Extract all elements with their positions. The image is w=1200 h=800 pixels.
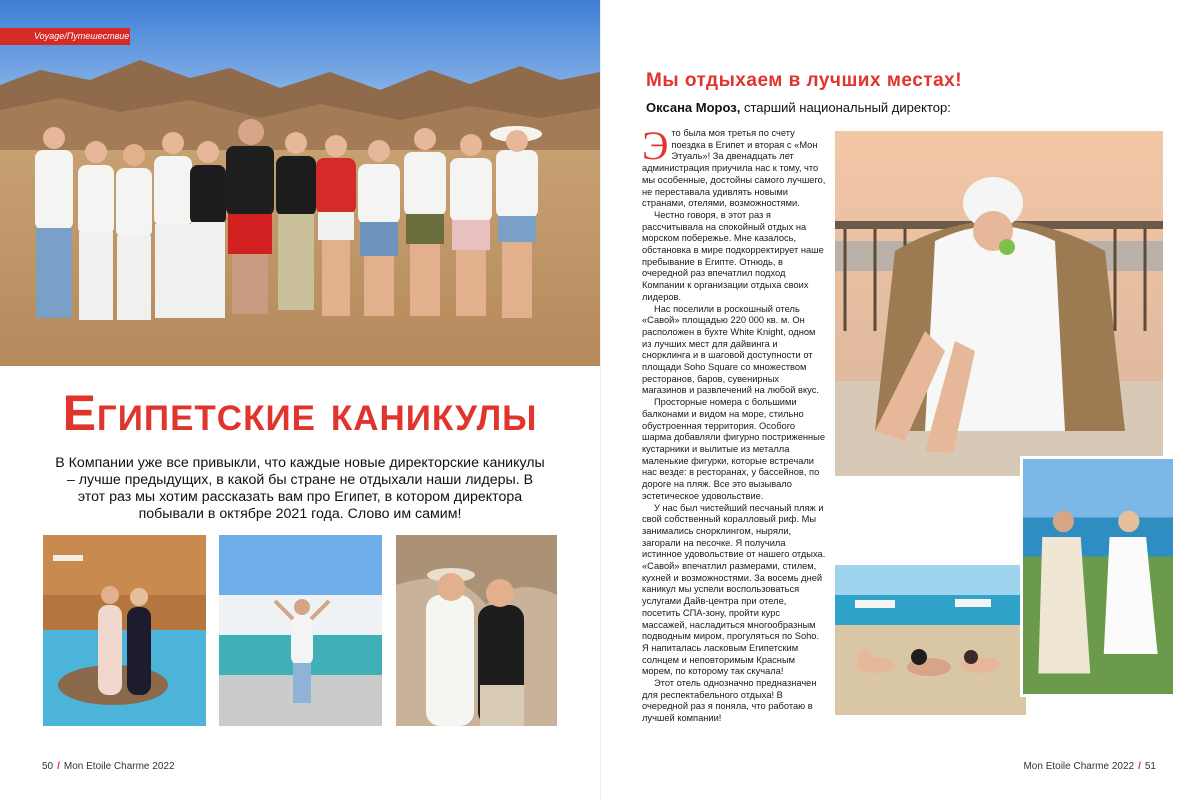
article-body	[642, 123, 826, 725]
article-paragraph	[642, 123, 826, 210]
drop-cap: Э	[642, 123, 669, 168]
section-tag: Voyage/Путешествие	[0, 28, 130, 45]
page-number: 50	[42, 761, 54, 772]
magazine-name: Mon Etoile Charme 2022	[63, 761, 175, 772]
byline-role: старший национальный директор:	[740, 100, 951, 115]
article-paragraph: У нас был чистейший песчаный пляж и свой собственный коралловый риф. Мы занимались снорклингом, ныряли, загорали на песочке. Я получила истинное удовольствие от нашего отдыха. «Савой» впечатлил размерами, стилем, кухней и возможностями. За восемь дней каникул мы успели воспользоваться услугами Дайв-центра при отеле, посетить СПА-зону, пройти курс массажей, насладиться многообразным подводным миром, прогуляться по Soho. Я напиталась ласковым Египетским солнцем и неповторимым Красным морем, по которому так скучала!	[642, 502, 826, 677]
article-paragraph: Честно говоря, в этот раз я рассчитывала на спокойный отдых на морском побережье. Мне казалось, обстановка в мире подкорректирует наше пребывание в Египте. Отнюдь, в очередной раз впечатлил подход Компании к организации отдыха своих лидеров.	[642, 209, 824, 302]
article-paragraph: Этот отель однозначно предназначен для респектабельного отдыха! В очередной раз я поняла, что работаю в лучшей компании!	[642, 678, 817, 724]
footer-left	[42, 761, 175, 772]
footer-slash: /	[57, 761, 60, 772]
right-page	[600, 0, 1200, 800]
article-heading: Мы отдыхаем в лучших местах!	[646, 70, 963, 91]
page-title: Египетские каникулы	[62, 385, 538, 441]
photo-cave-two-women	[396, 535, 557, 726]
article-paragraph: Нас поселили в роскошный отель «Савой» площадью 220 000 кв. м. Он расположен в бухте White Knight, одном из лучших мест для дайвинга и снорклинга и в шаговой доступности от площади Soho Square со множеством ресторанов, баров, сувенирных магазинов и развлечений на любой вкус.	[642, 303, 819, 396]
photo-pool-two-women	[43, 535, 206, 726]
lead-paragraph: В Компании уже все привыкли, что каждые новые директорские каникулы – лучше предыдущих, в какой бы стране не отдыхали наши лидеры. В этот раз мы хотим рассказать вам про Египет, в котором директора побывали в октябре 2021 года. Слово им самим!	[55, 455, 545, 522]
page-number: 51	[1144, 761, 1156, 772]
footer-right	[1023, 761, 1156, 772]
photo-woman-in-robe	[835, 131, 1163, 476]
article-paragraph-text: то была моя третья по счету поездка в Египет и вторая с «Мон Этуаль»! За двенадцать лет администрация приучила нас к тому, что мы особенные, достойны самого лучшего, не переставала удивлять новыми странами, отелями, возможностями.	[642, 128, 826, 209]
photo-two-women-sea	[1020, 456, 1176, 697]
byline	[646, 100, 951, 115]
magazine-name: Mon Etoile Charme 2022	[1023, 761, 1135, 772]
group-photo-desert	[0, 0, 600, 366]
footer-slash: /	[1138, 761, 1141, 772]
photo-yacht-woman	[219, 535, 382, 726]
article-paragraph: Просторные номера с большими балконами и видом на море, стильно обустроенная территория. Особого шарма добавляли фигурно постриженные кустарники и вылитые из металла маленькие фигурки, которые встречали нас везде: в ресторанах, у бассейнов, по дороге на пляж. Все это вызывало эстетическое удовольствие.	[642, 397, 826, 501]
byline-name: Оксана Мороз,	[646, 100, 741, 115]
photo-beach-three-people	[835, 565, 1026, 715]
